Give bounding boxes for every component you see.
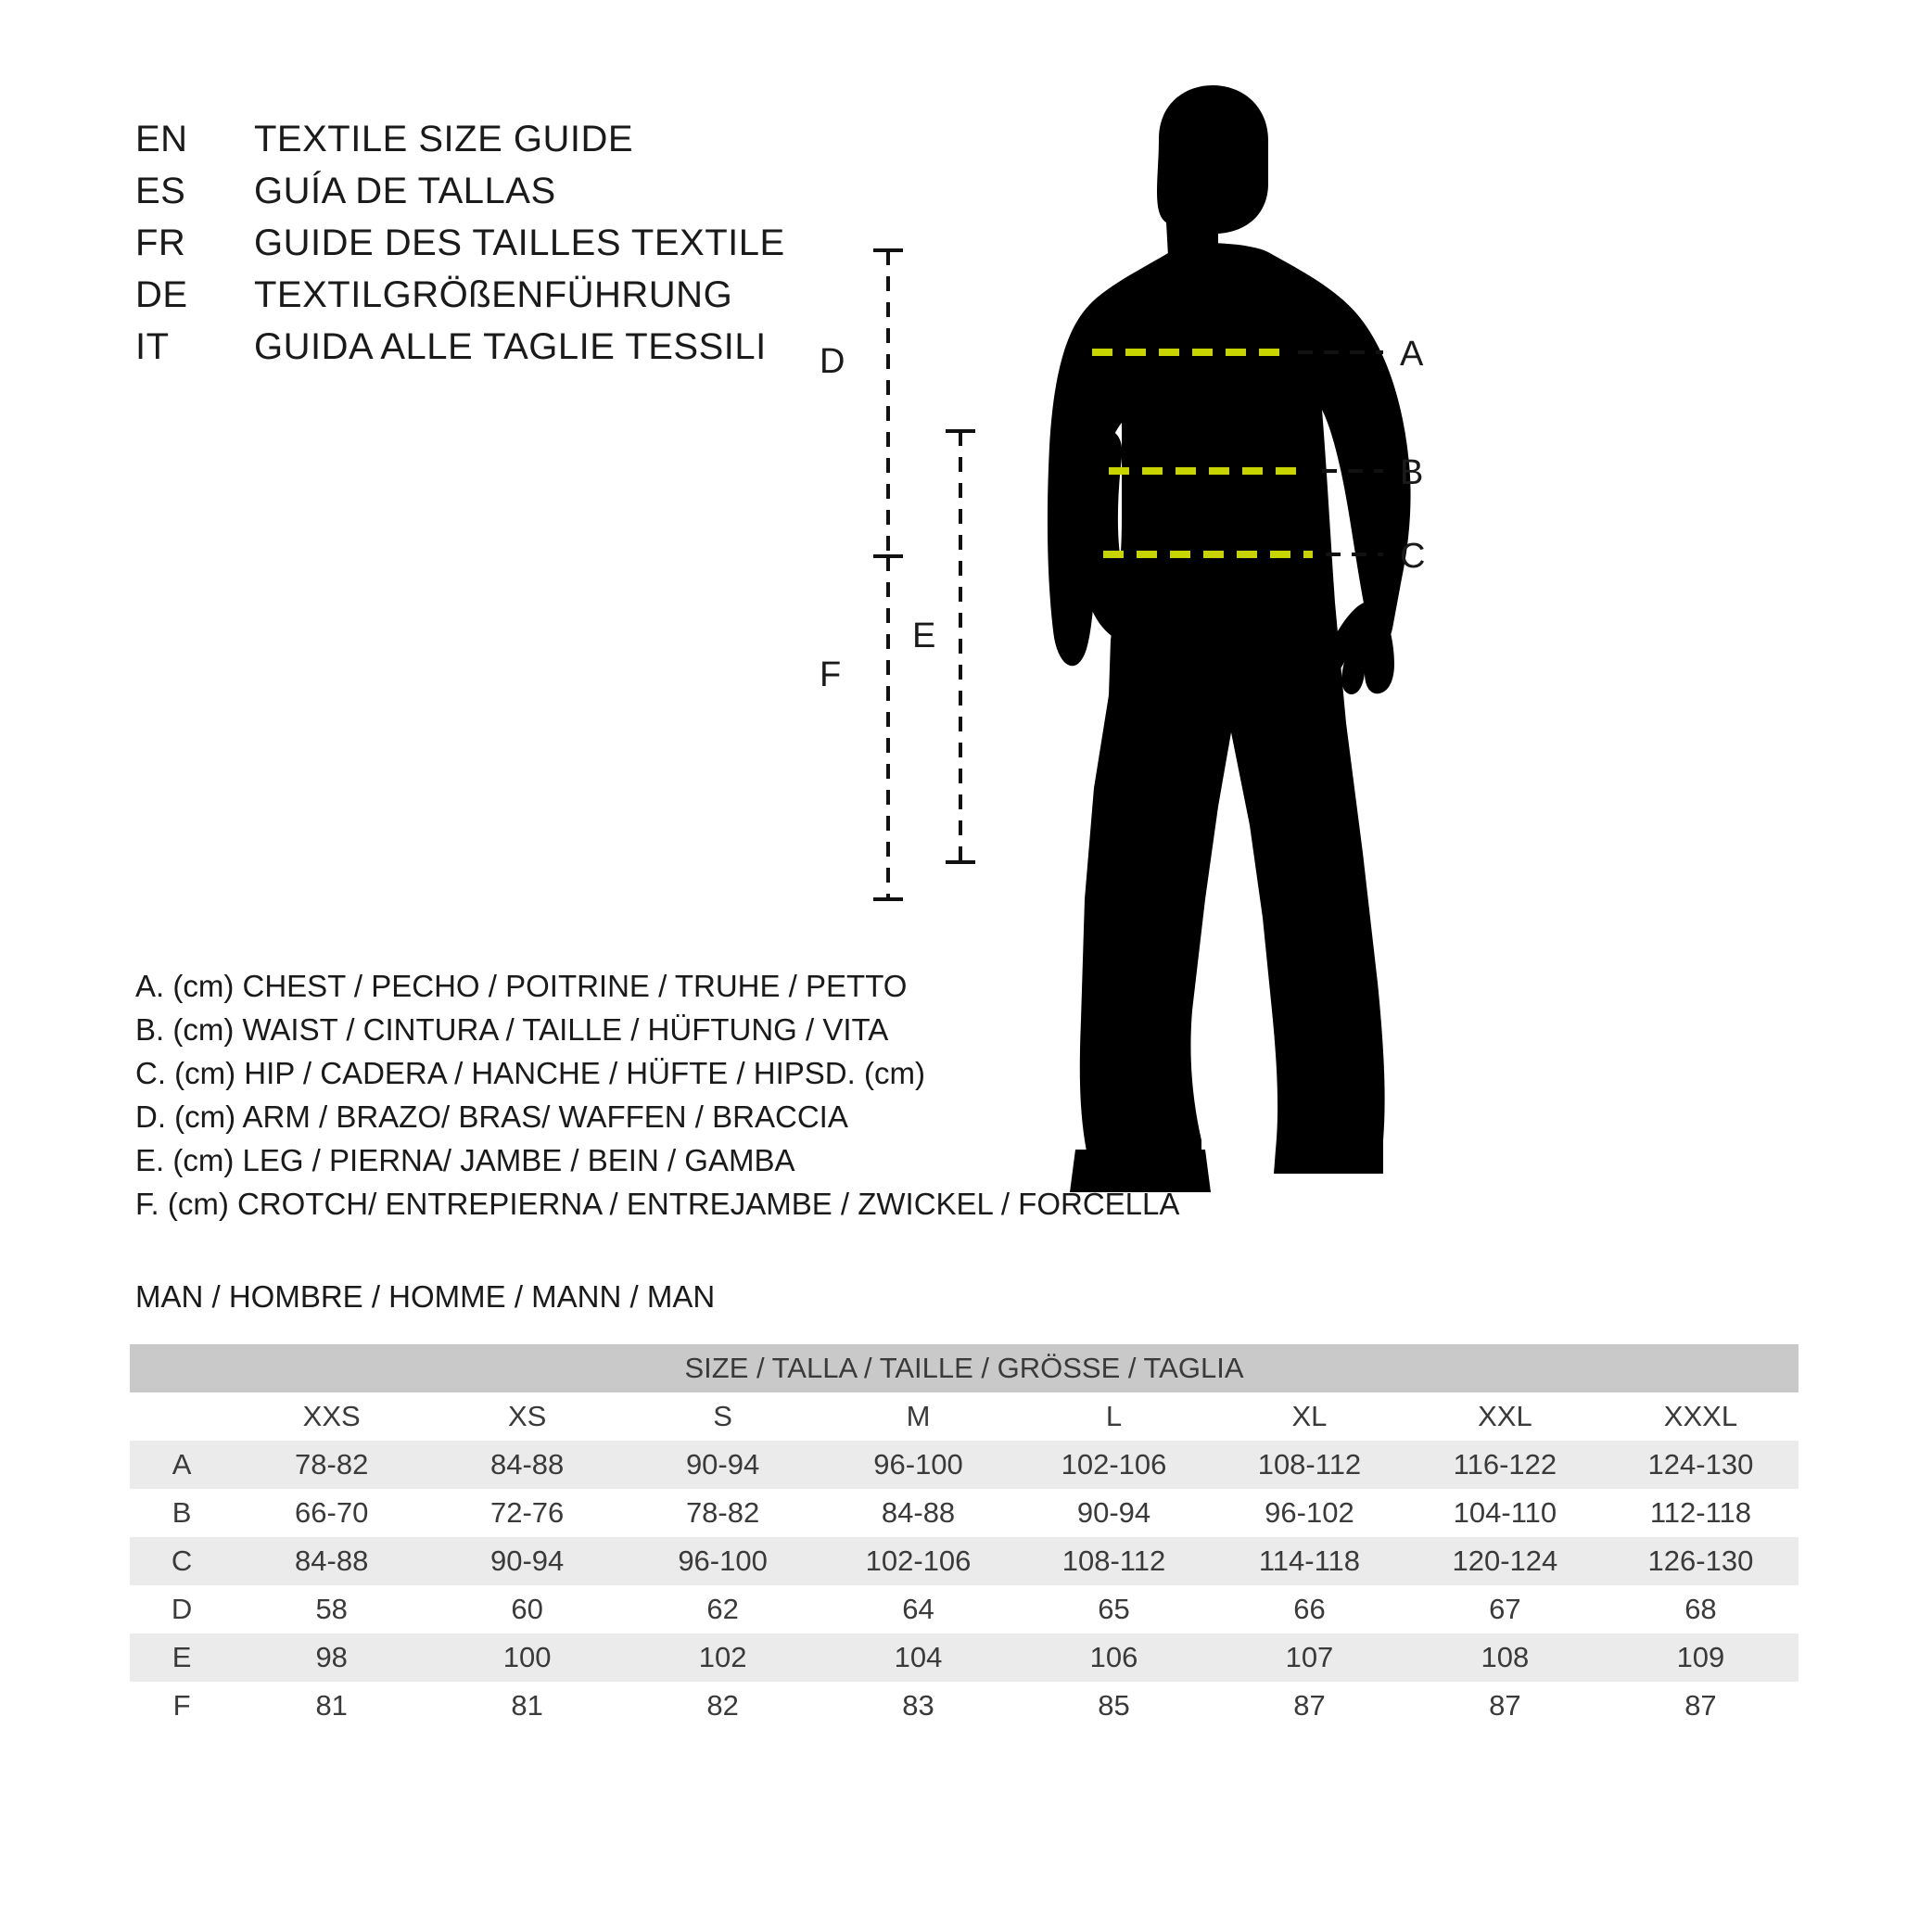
cell-d-xl: 66 (1293, 1593, 1326, 1625)
title-text-it: GUIDA ALLE TAGLIE TESSILI (254, 326, 767, 367)
cell-f-s: 82 (706, 1689, 739, 1722)
legend-line-b: B. (cm) WAIST / CINTURA / TAILLE / HÜFTUNG / VITA (135, 1012, 889, 1047)
cell-e-xs: 100 (502, 1641, 552, 1673)
table-row (130, 1585, 1799, 1633)
title-row (135, 274, 785, 326)
cell-b-m: 84-88 (881, 1496, 956, 1529)
cell-a-s: 90-94 (685, 1448, 760, 1481)
svg-text:E: E (912, 616, 936, 655)
cell-e-l: 106 (1089, 1641, 1138, 1673)
title-lang-it: IT (135, 326, 170, 367)
cell-c-m: 102-106 (865, 1544, 972, 1577)
corner-cell (130, 1392, 234, 1441)
size-header-xs: XS (507, 1400, 547, 1432)
cell-f-xxl: 87 (1489, 1689, 1521, 1722)
cell-b-xxl: 104-110 (1453, 1496, 1557, 1529)
cell-a-xxxl: 124-130 (1647, 1448, 1754, 1481)
legend-line-c: C. (cm) HIP / CADERA / HANCHE / HÜFTE / HIPSD. (cm) (135, 1056, 925, 1090)
cell-b-xs: 72-76 (489, 1496, 565, 1529)
legend-line-e: E. (cm) LEG / PIERNA/ JAMBE / BEIN / GAMBA (135, 1143, 795, 1177)
row-label-e: E (172, 1641, 192, 1673)
cell-c-xxxl: 126-130 (1647, 1544, 1754, 1577)
title-text-es: GUÍA DE TALLAS (254, 171, 556, 211)
cell-a-xxs: 78-82 (295, 1448, 369, 1481)
cell-c-l: 108-112 (1061, 1544, 1166, 1577)
cell-c-xl: 114-118 (1258, 1544, 1361, 1577)
cell-c-xs: 90-94 (489, 1544, 565, 1577)
cell-e-xxxl: 109 (1676, 1641, 1725, 1673)
row-label-b: B (172, 1496, 192, 1529)
size-header-xxs: XXS (302, 1400, 361, 1432)
cell-d-xxs: 58 (315, 1593, 348, 1625)
cell-f-l: 85 (1098, 1689, 1130, 1722)
cell-b-xxs: 66-70 (295, 1496, 369, 1529)
title-lang-fr: FR (135, 222, 186, 263)
cell-f-xl: 87 (1293, 1689, 1326, 1722)
svg-text:F: F (820, 655, 842, 694)
cell-a-xs: 84-88 (489, 1448, 565, 1481)
dimension-e (912, 431, 975, 862)
cell-b-xl: 96-102 (1265, 1496, 1354, 1529)
title-row (135, 222, 785, 274)
cell-a-xl: 108-112 (1257, 1448, 1362, 1481)
title-block (135, 119, 785, 378)
table-title: SIZE / TALLA / TAILLE / GRÖSSE / TAGLIA (684, 1352, 1244, 1384)
table-row (130, 1441, 1799, 1489)
table-row (130, 1537, 1799, 1585)
cell-a-m: 96-100 (873, 1448, 963, 1481)
gender-label: MAN / HOMBRE / HOMME / MANN / MAN (135, 1279, 716, 1314)
table-title-row (130, 1344, 1799, 1392)
title-row (135, 171, 785, 222)
title-lang-en: EN (135, 119, 188, 159)
size-header-l: L (1105, 1400, 1123, 1432)
row-label-f: F (172, 1689, 191, 1722)
cell-f-xxxl: 87 (1684, 1689, 1717, 1722)
cell-d-xs: 60 (511, 1593, 543, 1625)
size-header-xxl: XXL (1478, 1400, 1532, 1432)
title-text-de: TEXTILGRÖßENFÜHRUNG (254, 274, 733, 315)
title-text-en: TEXTILE SIZE GUIDE (254, 119, 634, 159)
row-label-c: C (171, 1544, 193, 1577)
size-header-s: S (713, 1400, 732, 1432)
table-row (130, 1489, 1799, 1537)
size-header-m: M (906, 1400, 931, 1432)
legend-line-d: D. (cm) ARM / BRAZO/ BRAS/ WAFFEN / BRACCIA (135, 1099, 848, 1134)
title-lang-es: ES (135, 171, 186, 211)
legend-line-a: A. (cm) CHEST / PECHO / POITRINE / TRUHE / PETTO (135, 969, 908, 1003)
size-header-xxxl: XXXL (1663, 1400, 1738, 1432)
cell-d-s: 62 (706, 1593, 739, 1625)
cell-e-s: 102 (698, 1641, 747, 1673)
cell-f-xxs: 81 (315, 1689, 348, 1722)
cell-d-xxxl: 68 (1684, 1593, 1717, 1625)
svg-text:D: D (820, 342, 845, 381)
cell-c-xxs: 84-88 (295, 1544, 369, 1577)
cell-e-xl: 107 (1285, 1641, 1334, 1673)
cell-e-xxs: 98 (315, 1641, 348, 1673)
cell-e-m: 104 (894, 1641, 943, 1673)
title-text-fr: GUIDE DES TAILLES TEXTILE (254, 222, 785, 263)
cell-e-xxl: 108 (1481, 1641, 1530, 1673)
size-table (130, 1344, 1799, 1730)
cell-f-xs: 81 (511, 1689, 543, 1722)
dimension-d (820, 250, 903, 556)
cell-c-xxl: 120-124 (1452, 1544, 1558, 1577)
cell-a-l: 102-106 (1061, 1448, 1167, 1481)
legend-block (135, 964, 1179, 1226)
cell-d-l: 65 (1098, 1593, 1130, 1625)
title-lang-de: DE (135, 274, 188, 315)
table-row (130, 1682, 1799, 1730)
cell-d-xxl: 67 (1489, 1593, 1521, 1625)
row-label-d: D (171, 1593, 193, 1625)
callout-label-b: B (1400, 453, 1424, 492)
table-row (130, 1633, 1799, 1682)
table-header-row (130, 1392, 1799, 1441)
row-label-a: A (172, 1448, 192, 1481)
size-table-wrap (130, 1344, 1799, 1730)
title-row (135, 119, 785, 171)
cell-c-s: 96-100 (678, 1544, 768, 1577)
title-row (135, 326, 785, 378)
cell-b-xxxl: 112-118 (1649, 1496, 1752, 1529)
size-header-xl: XL (1291, 1400, 1328, 1432)
cell-b-l: 90-94 (1076, 1496, 1151, 1529)
legend-line-f: F. (cm) CROTCH/ ENTREPIERNA / ENTREJAMBE / ZWICKEL / FORCELLA (135, 1187, 1180, 1221)
cell-d-m: 64 (902, 1593, 934, 1625)
cell-b-s: 78-82 (685, 1496, 760, 1529)
callout-label-c: C (1400, 537, 1426, 576)
cell-f-m: 83 (902, 1689, 934, 1722)
cell-a-xxl: 116-122 (1453, 1448, 1557, 1481)
callout-label-a: A (1400, 335, 1424, 374)
dimension-f (820, 556, 903, 899)
